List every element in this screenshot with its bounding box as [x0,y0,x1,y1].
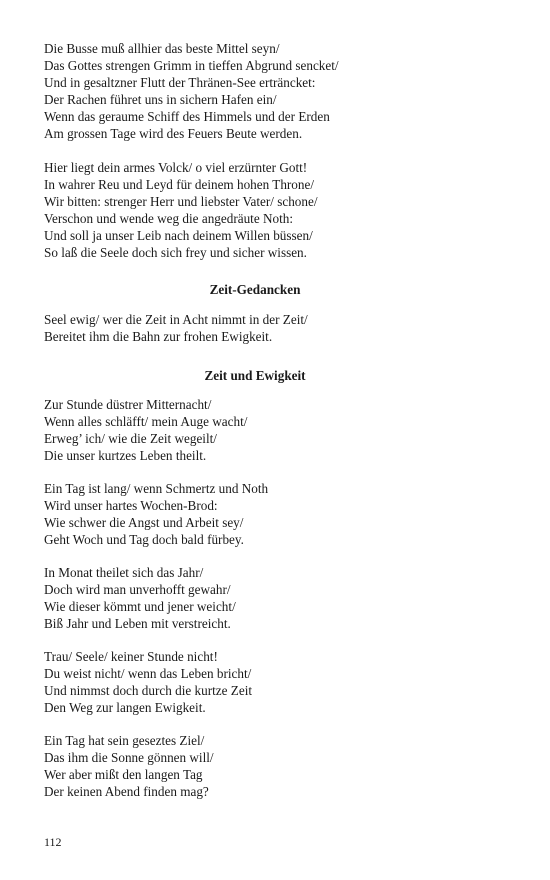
verse-line: Biß Jahr und Leben mit verstreicht. [44,616,231,631]
verse-line: In Monat theilet sich das Jahr/ [44,565,204,580]
verse-line: Und in gesaltzner Flutt der Thränen-See erträncket: [44,75,316,90]
verse-line: Das Gottes strengen Grimm in tieffen Abgrund sencket/ [44,58,339,73]
verse-line: Wer aber mißt den langen Tag [44,767,203,782]
verse-line: Der Rachen führet uns in sichern Hafen ein/ [44,92,277,107]
stanza-2 [44,159,318,261]
verse-line: Wir bitten: strenger Herr und liebster Vater/ schone/ [44,194,318,209]
verse-line: In wahrer Reu und Leyd für deinem hohen Throne/ [44,177,315,192]
verse-line: Verschon und wende weg die angedräute Noth: [44,211,294,226]
verse-line: Doch wird man unverhofft gewahr/ [44,582,231,597]
verse-line: Zur Stunde düstrer Mitternacht/ [44,397,212,412]
verse-line: Am grossen Tage wird des Feuers Beute werden. [44,126,303,141]
verse-line: Geht Woch und Tag doch bald fürbey. [44,532,244,547]
verse-line: Erweg’ ich/ wie die Zeit wegeilt/ [44,431,217,446]
stanza-6 [44,564,236,632]
stanza-3 [44,311,308,345]
verse-line: Und soll ja unser Leib nach deinem Willen büssen/ [44,228,313,243]
verse-line: Seel ewig/ wer die Zeit in Acht nimmt in der Zeit/ [44,312,308,327]
verse-line: Ein Tag hat sein geseztes Ziel/ [44,733,205,748]
verse-line: Der keinen Abend finden mag? [44,784,209,799]
page-number: 112 [44,835,62,849]
stanza-1 [44,40,339,142]
verse-line: Wird unser hartes Wochen-Brod: [44,498,218,513]
section-heading-zeit-und-ewigkeit: Zeit und Ewigkeit [204,368,306,383]
verse-line: Ein Tag ist lang/ wenn Schmertz und Noth [44,481,269,496]
verse-line: Wie dieser kömmt und jener weicht/ [44,599,236,614]
verse-line: Hier liegt dein armes Volck/ o viel erzürnter Gott! [44,160,308,175]
verse-line: Du weist nicht/ wenn das Leben bricht/ [44,666,252,681]
verse-line: Und nimmst doch durch die kurtze Zeit [44,683,253,698]
verse-line: Wenn alles schläfft/ mein Auge wacht/ [44,414,248,429]
verse-line: Trau/ Seele/ keiner Stunde nicht! [44,649,218,664]
stanza-7 [44,648,252,716]
verse-line: Wie schwer die Angst und Arbeit sey/ [44,515,244,530]
verse-line: Wenn das geraume Schiff des Himmels und der Erden [44,109,330,124]
verse-line: Die Busse muß allhier das beste Mittel seyn/ [44,41,280,56]
stanza-8 [44,732,214,800]
verse-line: Den Weg zur langen Ewigkeit. [44,700,206,715]
verse-line: Das ihm die Sonne gönnen will/ [44,750,214,765]
verse-line: So laß die Seele doch sich frey und sicher wissen. [44,245,307,260]
verse-line: Die unser kurtzes Leben theilt. [44,448,207,463]
stanza-4 [44,396,247,464]
stanza-5 [44,480,268,548]
section-heading-zeit-gedancken: Zeit-Gedancken [209,282,301,297]
verse-line: Bereitet ihm die Bahn zur frohen Ewigkeit. [44,329,273,344]
